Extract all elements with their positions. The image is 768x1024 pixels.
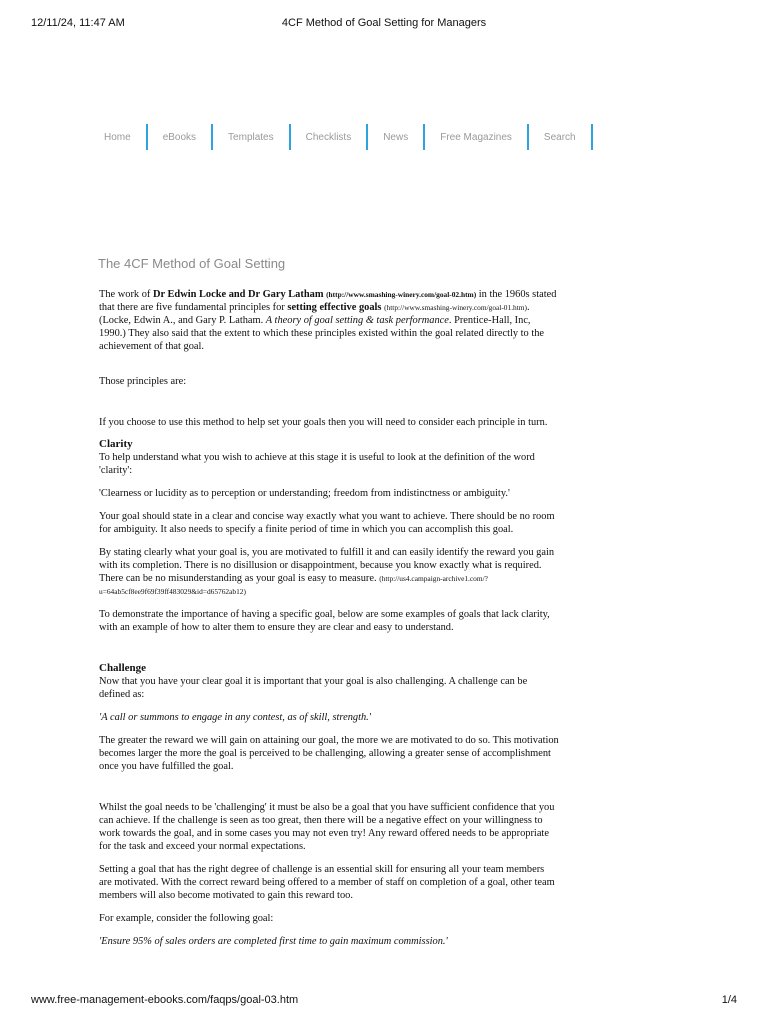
- challenge-paragraph: The greater the reward we will gain on attaining our goal, the more we are motivated to do so. This motivation becomes larger the more the goal is perceived to be challenging, allowing a greater sense of accomplishment once you have fulfilled the goal.: [99, 735, 559, 772]
- clarity-definition: 'Clearness or lucidity as to perception or understanding; freedom from indistinctness or ambiguity.': [99, 488, 510, 499]
- nav-free-magazines[interactable]: Free Magazines: [425, 124, 529, 150]
- print-datetime: 12/11/24, 11:47 AM: [31, 17, 125, 29]
- authors-link[interactable]: Dr Edwin Locke and Dr Gary Latham: [152, 289, 324, 300]
- article-body: [99, 288, 559, 948]
- principles-intro: Those principles are:: [99, 376, 187, 387]
- nav-ebooks[interactable]: eBooks: [148, 124, 213, 150]
- nav-search[interactable]: Search: [529, 124, 593, 150]
- clarity-text: By stating clearly what your goal is, you are motivated to fulfill it and can easily identify the reward you gain with its completion. There is no disillusion or disappointment, because you know exactly what is required. There can be no misunderstanding as your goal is easy to measure.: [99, 547, 555, 584]
- print-url: www.free-management-ebooks.com/faqps/goal-03.htm: [31, 994, 299, 1006]
- campaign-url: (http://us4.campaign-archive1.com/?u=64ab5cf8ee9f69f39ff483029&id=d65762ab12): [99, 574, 488, 596]
- intro-text: in the 1960s stated that there are five fundamental principles for: [99, 289, 557, 313]
- clarity-paragraph: [99, 546, 559, 598]
- challenge-heading: Challenge: [99, 662, 147, 674]
- challenge-paragraph: Now that you have your clear goal it is important that your goal is also challenging. A challenge can be defined as:: [99, 676, 528, 700]
- goals-url: (http://www.smashing-winery.com/goal-01.htm): [384, 303, 528, 312]
- challenge-paragraph: For example, consider the following goal:: [99, 913, 274, 924]
- print-page-number: 1/4: [721, 994, 737, 1006]
- nav-templates[interactable]: Templates: [213, 124, 291, 150]
- print-header: [0, 17, 768, 33]
- clarity-paragraph: To help understand what you wish to achieve at this stage it is useful to look at the definition of the word 'clarity':: [99, 452, 535, 476]
- intro-text: . Prentice-Hall, Inc, 1990.) They also said that the extent to which these principles existed within the goal related directly to the achievement of that goal.: [99, 315, 545, 352]
- intro-text: . (Locke, Edwin A., and Gary P. Latham.: [99, 302, 530, 326]
- nav-checklists[interactable]: Checklists: [291, 124, 369, 150]
- method-intro: If you choose to use this method to help set your goals then you will need to consider each principle in turn.: [99, 417, 548, 428]
- authors-url: (http://www.smashing-winery.com/goal-02.htm): [326, 290, 477, 299]
- print-footer: [0, 994, 768, 1010]
- clarity-paragraph: To demonstrate the importance of having a specific goal, below are some examples of goals that lack clarity, with an example of how to alter them to ensure they are clear and easy to understand.: [99, 609, 550, 633]
- intro-paragraph: [99, 288, 559, 353]
- challenge-definition: 'A call or summons to engage in any contest, as of skill, strength.': [99, 712, 371, 723]
- clarity-heading: Clarity: [99, 438, 133, 450]
- nav-news[interactable]: News: [368, 124, 425, 150]
- page-title: The 4CF Method of Goal Setting: [98, 256, 286, 271]
- print-page-title: 4CF Method of Goal Setting for Managers: [281, 17, 487, 29]
- challenge-paragraph: Setting a goal that has the right degree of challenge is an essential skill for ensuring all your team members are motivated. With the correct reward being offered to a member of staff on completion of a goal, other team members will also become motivated to gain this reward too.: [99, 864, 555, 901]
- challenge-example: 'Ensure 95% of sales orders are completed first time to gain maximum commission.': [99, 936, 448, 947]
- intro-text: The work of: [99, 289, 153, 300]
- book-title: A theory of goal setting & task performance: [265, 315, 449, 326]
- nav-home[interactable]: Home: [100, 124, 148, 150]
- clarity-paragraph: Your goal should state in a clear and concise way exactly what you want to achieve. There should be no room for ambiguity. It also needs to specify a finite period of time in which you can accomplish this goal.: [99, 511, 555, 535]
- effective-goals-link[interactable]: setting effective goals: [287, 302, 382, 313]
- challenge-paragraph: Whilst the goal needs to be 'challenging' it must be also be a goal that you have sufficient confidence that you can achieve. If the challenge is seen as too great, then there will be a negative effect on your willingness to work towards the goal, and in some cases you may not even try! Any reward offered needs to be appropriate for the task and exceed your normal expectations.: [99, 802, 555, 852]
- main-navigation: [100, 124, 593, 150]
